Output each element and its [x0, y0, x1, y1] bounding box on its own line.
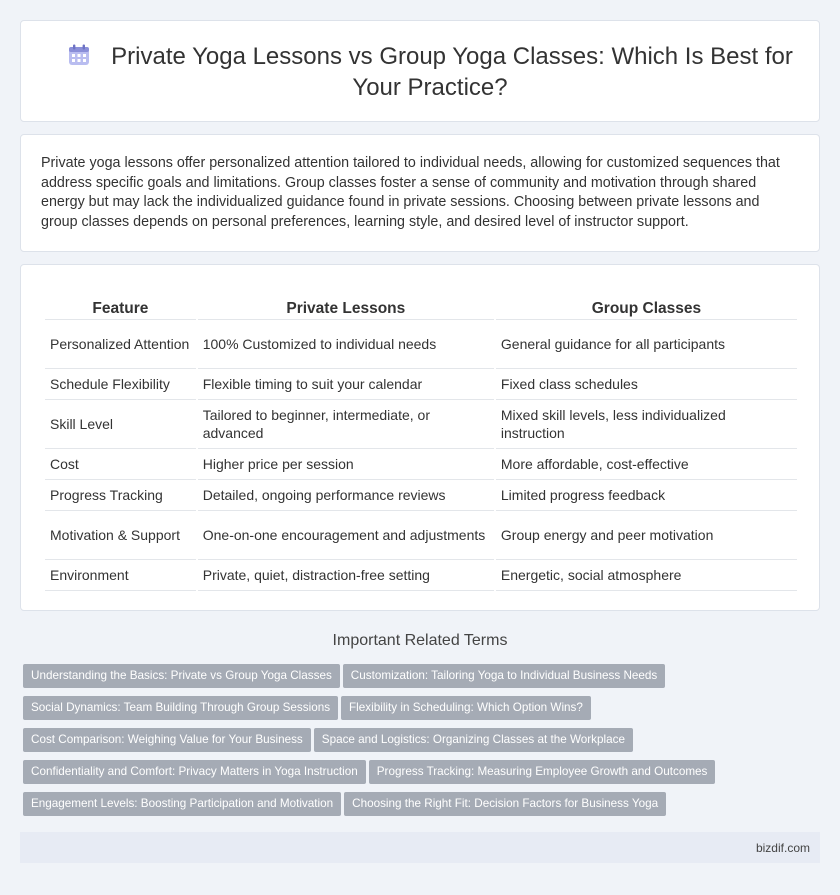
table-row: [45, 560, 797, 591]
page-title-text: Private Yoga Lessons vs Group Yoga Classes: Which Is Best for Your Practice?: [111, 43, 793, 101]
related-term-link[interactable]: Understanding the Basics: Private vs Group Yoga Classes: [23, 664, 340, 688]
column-header: Private Lessons: [198, 298, 494, 320]
table-row: [45, 449, 797, 480]
related-term-link[interactable]: Flexibility in Scheduling: Which Option Wins?: [341, 696, 591, 720]
table-cell: Flexible timing to suit your calendar: [198, 369, 494, 400]
table-cell: One-on-one encouragement and adjustments: [198, 511, 494, 560]
table-cell: Motivation & Support: [45, 511, 196, 560]
related-term-link[interactable]: Progress Tracking: Measuring Employee Growth and Outcomes: [369, 760, 716, 784]
table-cell: Personalized Attention: [45, 320, 196, 369]
related-terms-heading: Important Related Terms: [332, 632, 508, 649]
table-row: [45, 511, 797, 560]
page-title: [61, 41, 799, 103]
comparison-card: [20, 264, 820, 611]
table-row: [45, 320, 797, 369]
table-cell: General guidance for all participants: [496, 320, 797, 369]
title-card: [20, 20, 820, 122]
table-cell: Group energy and peer motivation: [496, 511, 797, 560]
related-term-link[interactable]: Space and Logistics: Organizing Classes at the Workplace: [314, 728, 633, 752]
table-cell: Detailed, ongoing performance reviews: [198, 480, 494, 511]
table-cell: Schedule Flexibility: [45, 369, 196, 400]
table-cell: Mixed skill levels, less individualized instruction: [496, 400, 797, 449]
related-term-link[interactable]: Choosing the Right Fit: Decision Factors for Business Yoga: [344, 792, 666, 816]
table-cell: Higher price per session: [198, 449, 494, 480]
intro-paragraph: Private yoga lessons offer personalized attention tailored to individual needs, allowing for customized sequences that address specific goals and limitations. Group classes foster a sense of community and motivation through shared energy but may lack the individualized guidance found in private sessions. Choosing between private lessons and group classes depends on personal preferences, learning style, and desired level of instructor support.: [41, 155, 780, 230]
column-header: Feature: [45, 298, 196, 320]
table-cell: Energetic, social atmosphere: [496, 560, 797, 591]
related-term-link[interactable]: Customization: Tailoring Yoga to Individual Business Needs: [343, 664, 665, 688]
calendar-icon: [67, 44, 91, 66]
related-terms-list: [23, 664, 823, 824]
comparison-table: [43, 298, 799, 591]
table-cell: 100% Customized to individual needs: [198, 320, 494, 369]
site-link[interactable]: bizdif.com: [755, 841, 810, 855]
table-cell: More affordable, cost-effective: [496, 449, 797, 480]
table-cell: Cost: [45, 449, 196, 480]
table-cell: Private, quiet, distraction-free setting: [198, 560, 494, 591]
table-cell: Fixed class schedules: [496, 369, 797, 400]
related-term-link[interactable]: Cost Comparison: Weighing Value for Your Business: [23, 728, 311, 752]
table-cell: Progress Tracking: [45, 480, 196, 511]
table-cell: Tailored to beginner, intermediate, or advanced: [198, 400, 494, 449]
table-cell: Environment: [45, 560, 196, 591]
table-row: [45, 480, 797, 511]
footer: [20, 832, 820, 863]
intro-card: [20, 134, 820, 252]
related-term-link[interactable]: Social Dynamics: Team Building Through Group Sessions: [23, 696, 338, 720]
related-term-link[interactable]: Engagement Levels: Boosting Participation and Motivation: [23, 792, 341, 816]
table-cell: Skill Level: [45, 400, 196, 449]
column-header: Group Classes: [496, 298, 797, 320]
table-row: [45, 400, 797, 449]
table-cell: Limited progress feedback: [496, 480, 797, 511]
table-row: [45, 369, 797, 400]
related-term-link[interactable]: Confidentiality and Comfort: Privacy Matters in Yoga Instruction: [23, 760, 366, 784]
table-header-row: [45, 298, 797, 320]
